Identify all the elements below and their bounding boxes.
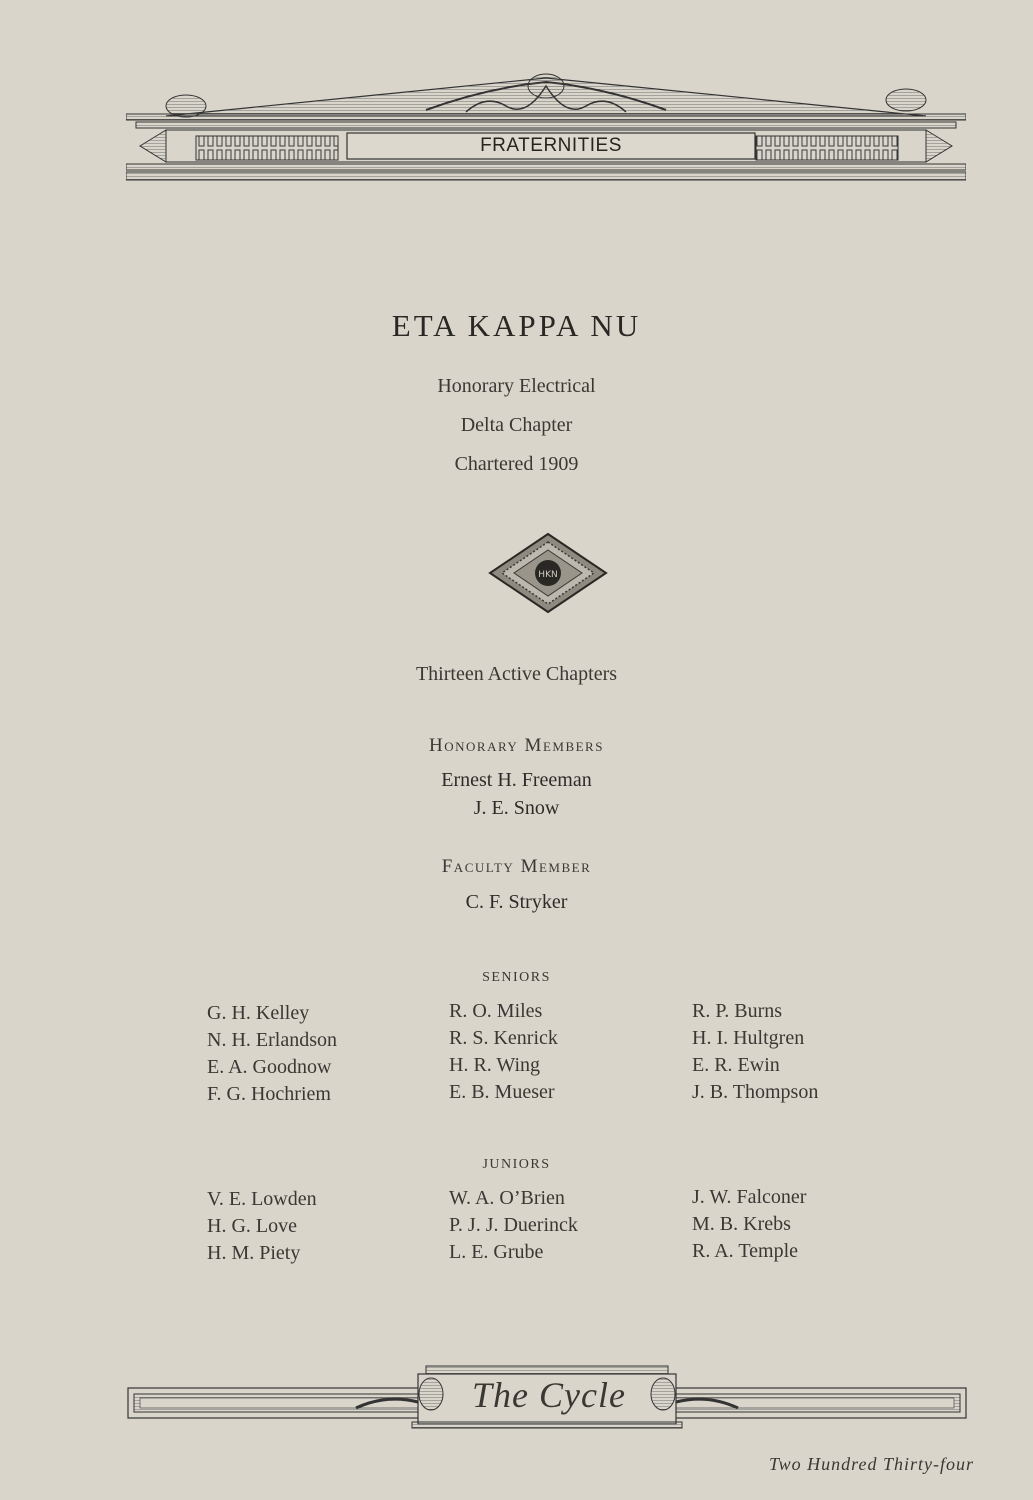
faculty-member: C. F. Stryker [465, 891, 568, 913]
member-name: E. R. Ewin [692, 1054, 780, 1076]
member-name: J. W. Falconer [692, 1186, 807, 1208]
chapter-name: Delta Chapter [460, 414, 573, 436]
honorary-members-heading: Honorary Members [429, 735, 604, 756]
member-name: E. B. Mueser [449, 1081, 555, 1103]
charter-year: Chartered 1909 [454, 453, 579, 475]
member-name: R. A. Temple [692, 1240, 799, 1262]
seniors-column-2 [449, 998, 558, 1106]
member-name: G. H. Kelley [207, 1002, 310, 1024]
yearbook-title: The Cycle [472, 1375, 626, 1415]
juniors-heading: JUNIORS [482, 1157, 551, 1172]
fraternity-name: ETA KAPPA NU [391, 308, 642, 343]
member-name: P. J. J. Duerinck [449, 1214, 578, 1236]
member-name: H. G. Love [207, 1215, 297, 1237]
member-name: V. E. Lowden [207, 1188, 317, 1210]
seniors-heading: SENIORS [482, 970, 551, 985]
juniors-column-1 [207, 1186, 317, 1267]
member-name: H. R. Wing [449, 1054, 541, 1076]
member-name: L. E. Grube [449, 1241, 544, 1263]
badge-letters: HKN [538, 570, 558, 580]
page-number: Two Hundred Thirty-four [768, 1454, 974, 1474]
fraternity-badge-icon [488, 532, 608, 614]
section-title: FRATERNITIES [480, 135, 622, 156]
member-name: E. A. Goodnow [207, 1056, 332, 1078]
member-name: R. S. Kenrick [449, 1027, 558, 1049]
member-name: H. M. Piety [207, 1242, 301, 1264]
faculty-member-heading: Faculty Member [441, 856, 592, 877]
seniors-column-3 [692, 998, 818, 1106]
member-name: N. H. Erlandson [207, 1029, 337, 1051]
seniors-column-1 [207, 1000, 337, 1108]
honorary-member: Ernest H. Freeman [441, 769, 592, 791]
active-chapters: Thirteen Active Chapters [415, 663, 618, 685]
member-name: H. I. Hultgren [692, 1027, 805, 1049]
honorary-member: J. E. Snow [473, 797, 560, 819]
member-name: F. G. Hochriem [207, 1083, 331, 1105]
member-name: R. O. Miles [449, 1000, 543, 1022]
header-ornament [126, 68, 966, 184]
juniors-column-3 [692, 1184, 806, 1265]
member-name: J. B. Thompson [692, 1081, 819, 1103]
fraternity-type: Honorary Electrical [437, 375, 596, 397]
member-name: M. B. Krebs [692, 1213, 791, 1235]
juniors-column-2 [449, 1185, 578, 1266]
member-name: W. A. O’Brien [449, 1187, 565, 1209]
member-name: R. P. Burns [692, 1000, 783, 1022]
